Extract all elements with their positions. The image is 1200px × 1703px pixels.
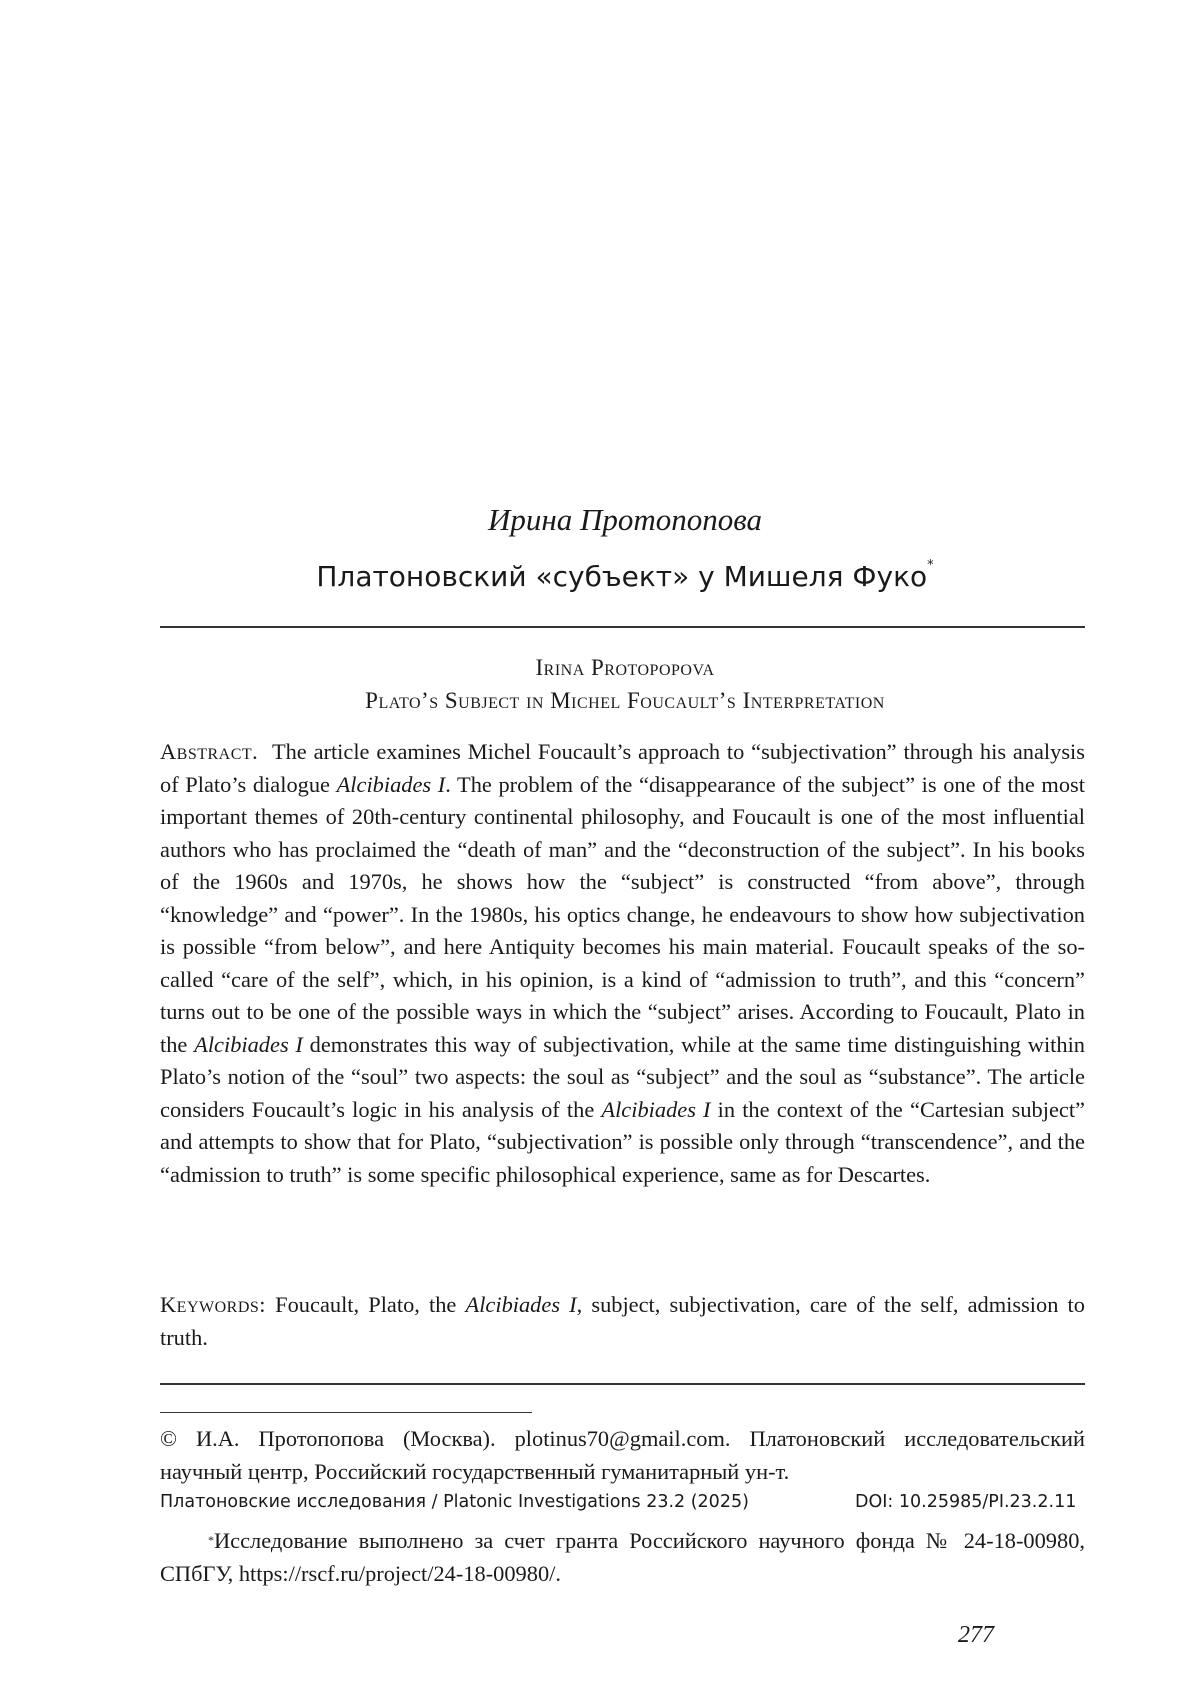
- top-rule: [160, 626, 1085, 628]
- article-title-ru-text: Платоновский «субъект» у Мишеля Фуко: [316, 560, 928, 593]
- keywords: [160, 1289, 1085, 1354]
- author-name-en: Irina Protopopova: [535, 655, 715, 680]
- abstract-text-part: . The problem of the “disappearance of the subject” is one of the most important themes of 20th-century continental philosophy, and Foucault is one of the most influential authors who has proclaimed the “death of man” and the “deconstruction of the subject”. In his books of the 1960s and 1970s, he shows how the “subject” is constructed “from above”, through “knowledge” and “power”. In the 1980s, his optics change, he endeavours to show how subjectivation is possible “from below”, and here Antiquity becomes his main material. Foucault speaks of the so-called “care of the self”, which, in his opinion, is a kind of “admission to truth”, and this “concern” turns out to be one of the possible ways in which the “subject” arises. According to Foucault, Plato in the: [160, 771, 1085, 1057]
- article-title-en: Plato’s Subject in Michel Foucault’s Interpretation: [365, 688, 885, 713]
- page-number: 277: [958, 1622, 994, 1648]
- abstract: [160, 736, 1085, 1191]
- keywords-label: Keywords:: [160, 1292, 267, 1317]
- article-title-ru: [0, 560, 1200, 593]
- grant-footnote-text: Исследование выполнено за счет гранта Российского научного фонда № 24-18-00980, СПбГУ, https://rscf.ru/project/24-18-00980/.: [160, 1528, 1085, 1586]
- journal-name: Платоновские исследования / Platonic Investigations 23.2 (2025): [160, 1492, 749, 1512]
- abstract-text-part: in the context of the “Cartesian subject” and attempts to show that for Plato, “subjectivation” is possible only through “transcendence”, and the “admission to truth” is some specific philosophical experience, same as for Descartes.: [160, 1096, 1085, 1187]
- grant-footnote-marker: *: [208, 1533, 214, 1547]
- bottom-rule: [160, 1383, 1085, 1385]
- abstract-work-title: Alcibiades I: [601, 1096, 711, 1122]
- footnote-separator: [160, 1412, 532, 1413]
- abstract-label: Abstract.: [160, 739, 259, 764]
- abstract-text-part: demonstrates this way of subjectivation, while at the same time distinguishing within Plato’s notion of the “soul” two aspects: the soul as “subject” and the soul as “substance”. The article considers Foucault’s logic in his analysis of the: [160, 1031, 1085, 1122]
- title-footnote-marker: *: [927, 558, 934, 573]
- abstract-work-title: Alcibiades I: [336, 771, 446, 797]
- grant-footnote: [160, 1524, 1085, 1590]
- journal-citation-line: [160, 1492, 1085, 1512]
- author-affiliation-footnote: © И.А. Протопопова (Москва). plotinus70@gmail.com. Платоновский исследовательский научный центр, Российский государственный гуманитарный ун-т.: [160, 1426, 1085, 1484]
- keywords-text-part: Foucault, Plato, the: [275, 1292, 466, 1317]
- abstract-text-part: The article examines Michel Foucault’s approach to “subjectivation” through his analysis of Plato’s dialogue: [160, 739, 1085, 797]
- author-name-ru: Ирина Протопопова: [487, 502, 763, 537]
- keywords-work-title: Alcibiades I: [465, 1292, 577, 1317]
- doi: DOI: 10.25985/PI.23.2.11: [855, 1492, 1077, 1512]
- keywords-text-part: , subject, subjectivation, care of the self, admission to truth.: [160, 1292, 1085, 1350]
- abstract-work-title: Alcibiades I: [194, 1031, 303, 1057]
